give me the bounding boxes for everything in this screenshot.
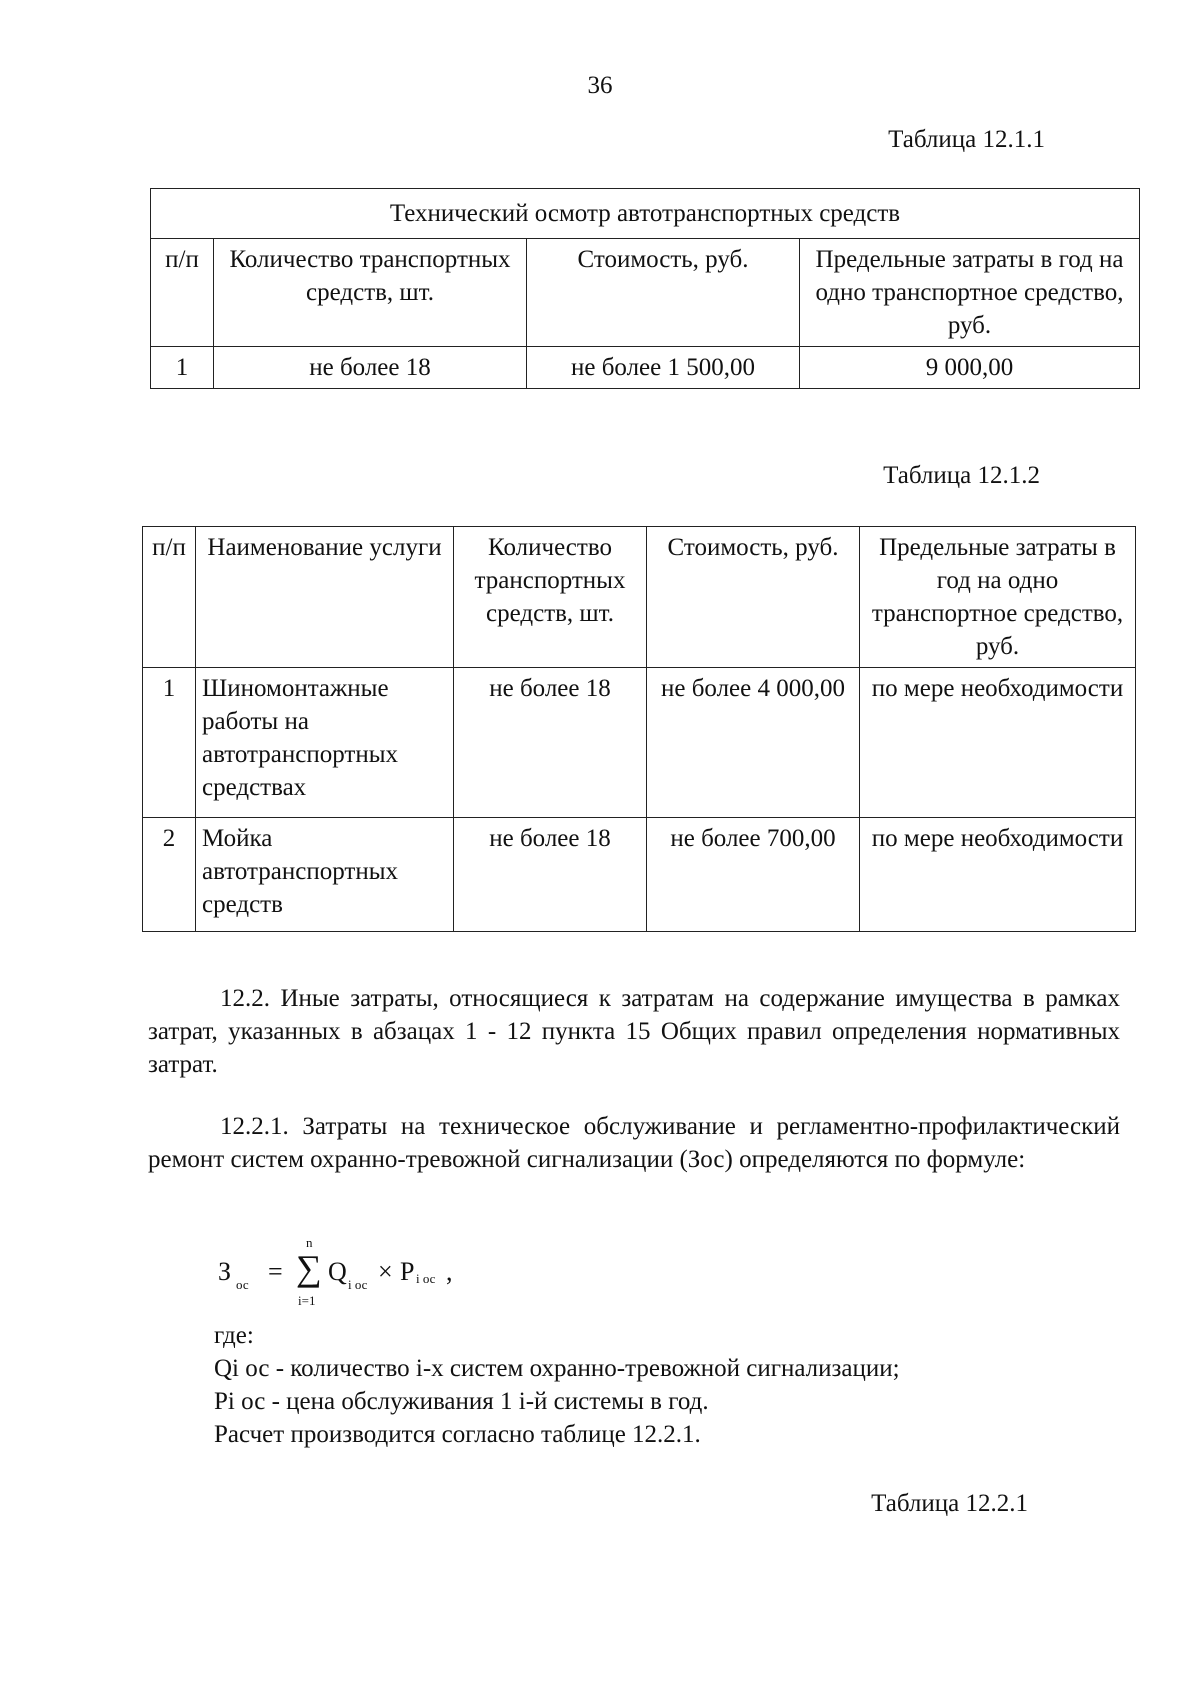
table2-header-cell: п/п <box>143 527 196 668</box>
table2-cell: не более 18 <box>454 818 647 932</box>
table1-cell: 1 <box>151 347 214 389</box>
table1-cell: 9 000,00 <box>800 347 1140 389</box>
table2-cell: не более 700,00 <box>647 818 860 932</box>
formula-q-sub: i ос <box>348 1277 368 1292</box>
table2-header-cell: Стоимость, руб. <box>647 527 860 668</box>
table2-cell: не более 4 000,00 <box>647 668 860 818</box>
definition-p: Pi ос - цена обслуживания 1 i-й системы в год. <box>214 1388 709 1415</box>
formula-lhs-sub: ос <box>236 1277 249 1292</box>
page-number: 36 <box>587 72 613 99</box>
formula-comma: , <box>446 1257 453 1286</box>
table1-header-cell: п/п <box>151 239 214 347</box>
table-row <box>143 668 1136 818</box>
definition-q: Qi ос - количество i-х систем охранно-тревожной сигнализации; <box>214 1355 900 1382</box>
table3-caption: Таблица 12.2.1 <box>871 1490 1028 1517</box>
table-row <box>143 818 1136 932</box>
formula-times: × <box>378 1257 393 1286</box>
formula-p: P <box>400 1257 415 1286</box>
table1-cell: не более 18 <box>214 347 527 389</box>
table1-header-cell: Стоимость, руб. <box>527 239 800 347</box>
table-row <box>151 347 1140 389</box>
table2-cell: по мере необходимости <box>860 818 1136 932</box>
table2-header-cell: Наименование услуги <box>196 527 454 668</box>
table2-cell: 1 <box>143 668 196 818</box>
formula-sum-upper: n <box>306 1235 313 1250</box>
formula-sum-lower: i=1 <box>298 1293 316 1308</box>
table2-header-cell: Предельные затраты в год на одно транспортное средство, руб. <box>860 527 1136 668</box>
table2-cell: 2 <box>143 818 196 932</box>
table1-title: Технический осмотр автотранспортных средств <box>151 189 1140 239</box>
formula-q: Q <box>328 1257 347 1286</box>
table2-caption: Таблица 12.1.2 <box>883 462 1040 489</box>
table1-header-cell: Предельные затраты в год на одно транспортное средство, руб. <box>800 239 1140 347</box>
table1-caption: Таблица 12.1.1 <box>888 126 1045 153</box>
table2-cell: не более 18 <box>454 668 647 818</box>
paragraph-12-2-1: 12.2.1. Затраты на техническое обслуживание и регламентно-профилактический ремонт систем охранно-тревожной сигнализации (Зос) определяются по формуле: <box>148 1113 1120 1173</box>
paragraph-12-2: 12.2. Иные затраты, относящиеся к затратам на содержание имущества в рамках затрат, указанных в абзацах 1 - 12 пункта 15 Общих правил определения нормативных затрат. <box>148 985 1120 1078</box>
table2-header-cell: Количество транспортных средств, шт. <box>454 527 647 668</box>
table1-cell: не более 1 500,00 <box>527 347 800 389</box>
table2-cell: Мойка автотранспортных средств <box>196 818 454 932</box>
calculation-note: Расчет производится согласно таблице 12.2.1. <box>214 1421 701 1448</box>
formula <box>218 1235 478 1315</box>
table-12-1-1 <box>150 188 1140 389</box>
where-label: где: <box>214 1322 254 1349</box>
table2-cell: Шиномонтажные работы на автотранспортных средствах <box>196 668 454 818</box>
table-12-1-2 <box>142 526 1136 932</box>
sigma-icon: ∑ <box>296 1248 322 1288</box>
formula-equals: = <box>268 1257 283 1286</box>
formula-p-sub: i ос <box>416 1271 436 1286</box>
formula-lhs: З <box>218 1257 232 1286</box>
table2-cell: по мере необходимости <box>860 668 1136 818</box>
table1-header-cell: Количество транспортных средств, шт. <box>214 239 527 347</box>
